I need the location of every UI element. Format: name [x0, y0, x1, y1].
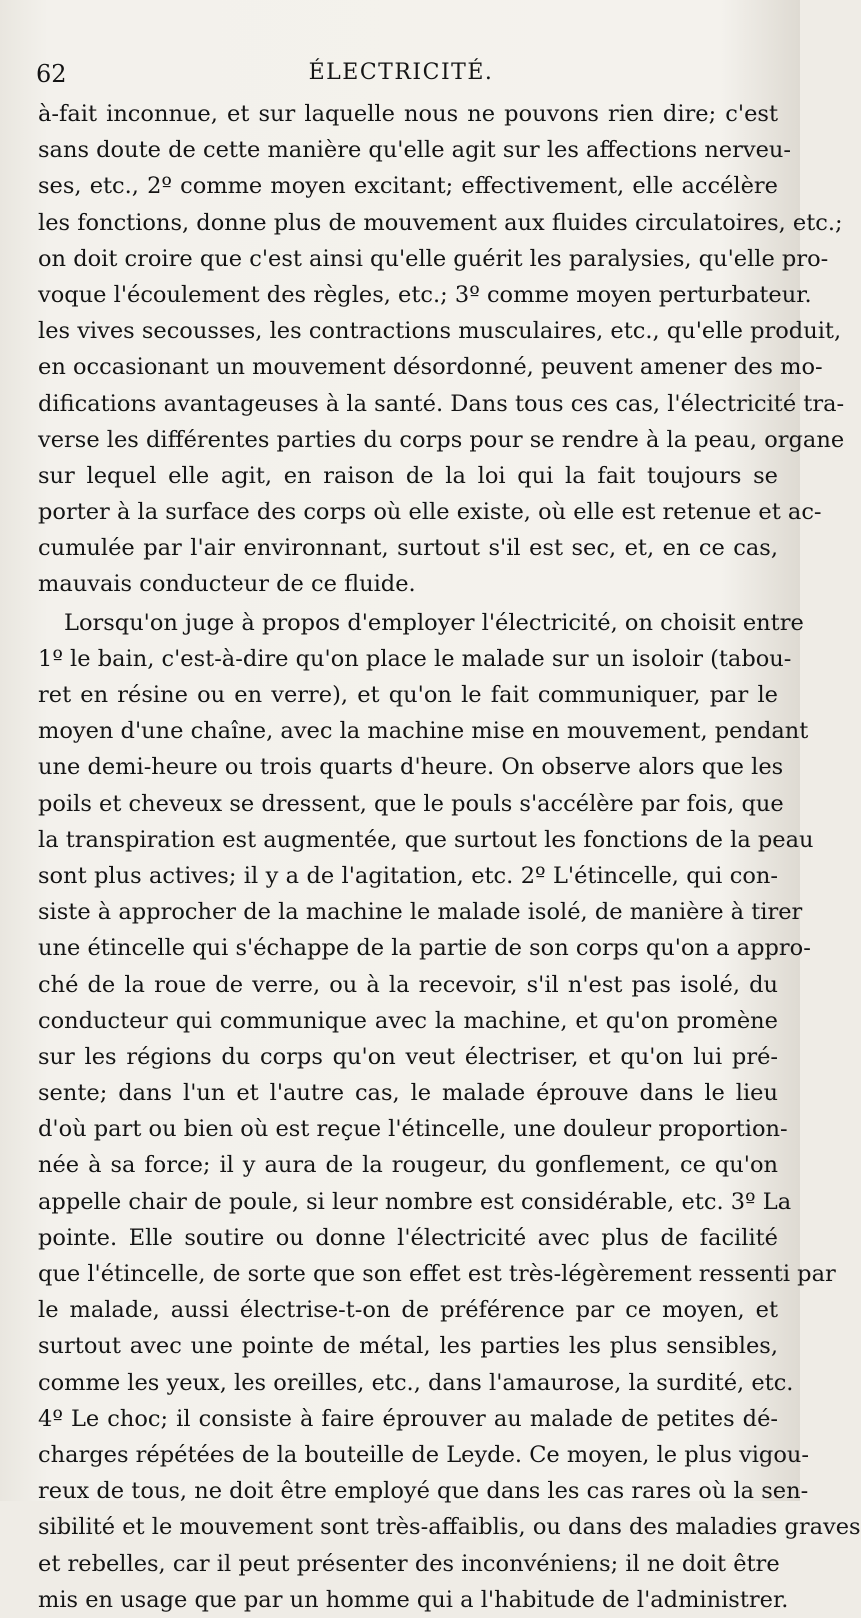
body-text — [38, 96, 861, 1618]
text-line: que l'étincelle, de sorte que son effet est très-légèrement ressenti par — [38, 1261, 836, 1287]
text-line: sont plus actives; il y a de l'agitation, etc. 2º L'étincelle, qui con- — [38, 862, 778, 889]
text-line: à-fait inconnue, et sur laquelle nous ne pouvons rien dire; c'est — [38, 101, 778, 127]
text-line: comme les yeux, les oreilles, etc., dans l'amaurose, la surdité, etc. — [38, 1369, 794, 1396]
running-title: ÉLECTRICITÉ. — [308, 60, 494, 85]
text-line: 1º le bain, c'est-à-dire qu'on place le malade sur un isoloir (tabou- — [38, 645, 792, 672]
text-line: pointe. Elle soutire ou donne l'électricité avec plus de facilité — [38, 1224, 778, 1251]
text-line: conducteur qui communique avec la machine, et qu'on promène — [38, 1007, 778, 1034]
text-line: surtout avec une pointe de métal, les parties les plus sensibles, — [38, 1333, 778, 1360]
text-line: une étincelle qui s'échappe de la partie de son corps qu'on a appro- — [38, 935, 811, 962]
text-line: sur les régions du corps qu'on veut électriser, et qu'on lui pré- — [38, 1043, 778, 1070]
text-line: mis en usage que par un homme qui a l'habitude de l'administrer. — [38, 1586, 789, 1613]
text-line: sans doute de cette manière qu'elle agit sur les affections nerveu- — [38, 137, 792, 164]
text-line: porter à la surface des corps où elle existe, où elle est retenue et ac- — [38, 499, 822, 526]
text-line: sur lequel elle agit, en raison de la loi qui la fait toujours se — [38, 462, 778, 489]
text-line: Lorsqu'on juge à propos d'employer l'électricité, on choisit entre — [64, 609, 804, 636]
text-line: verse les différentes parties du corps pour se rendre à la peau, organe — [38, 426, 845, 453]
text-line: difications avantageuses à la santé. Dans tous ces cas, l'électricité tra- — [38, 390, 845, 417]
text-line: reux de tous, ne doit être employé que dans les cas rares où la sen- — [38, 1478, 809, 1505]
text-line: siste à approcher de la machine le malade isolé, de manière à tirer — [38, 899, 803, 926]
text-line: charges répétées de la bouteille de Leyde. Ce moyen, le plus vigou- — [38, 1441, 809, 1468]
text-line: en occasionant un mouvement désordonné, peuvent amener des mo- — [38, 354, 823, 381]
text-line: d'où part ou bien où est reçue l'étincelle, une douleur proportion- — [38, 1116, 788, 1143]
text-line: les vives secousses, les contractions musculaires, etc., qu'elle produit, — [38, 318, 842, 345]
text-line: une demi-heure ou trois quarts d'heure. On observe alors que les — [38, 754, 784, 781]
text-line: ché de la roue de verre, ou à la recevoir, s'il n'est pas isolé, du — [38, 971, 778, 998]
text-line: et rebelles, car il peut présenter des inconvéniens; il ne doit être — [38, 1550, 780, 1577]
text-line: 4º Le choc; il consiste à faire éprouver au malade de petites dé- — [38, 1405, 778, 1432]
text-line: moyen d'une chaîne, avec la machine mise en mouvement, pendant — [38, 718, 809, 745]
text-line: le malade, aussi électrise-t-on de préférence par ce moyen, et — [38, 1297, 778, 1324]
text-line: sente; dans l'un et l'autre cas, le malade éprouve dans le lieu — [38, 1080, 778, 1107]
text-line: on doit croire que c'est ainsi qu'elle guérit les paralysies, qu'elle pro- — [38, 245, 829, 272]
text-line: sibilité et le mouvement sont très-affaiblis, ou dans des maladies graves — [38, 1514, 861, 1541]
text-line: poils et cheveux se dressent, que le pouls s'accélère par fois, que — [38, 790, 784, 817]
text-line: cumulée par l'air environnant, surtout s'il est sec, et, en ce cas, — [38, 535, 778, 562]
text-line: mauvais conducteur de ce fluide. — [38, 571, 416, 598]
text-line: ses, etc., 2º comme moyen excitant; effectivement, elle accélère — [38, 173, 778, 200]
text-line: voque l'écoulement des règles, etc.; 3º comme moyen perturbateur. — [38, 281, 812, 308]
text-line: les fonctions, donne plus de mouvement aux fluides circulatoires, etc.; — [38, 209, 843, 236]
page-header — [36, 50, 766, 94]
page-number: 62 — [36, 60, 67, 88]
text-line: ret en résine ou en verre), et qu'on le fait communiquer, par le — [38, 682, 778, 708]
text-line: née à sa force; il y aura de la rougeur, du gonflement, ce qu'on — [38, 1152, 778, 1179]
text-line: appelle chair de poule, si leur nombre est considérable, etc. 3º La — [38, 1188, 792, 1215]
text-line: la transpiration est augmentée, que surtout les fonctions de la peau — [38, 826, 814, 853]
